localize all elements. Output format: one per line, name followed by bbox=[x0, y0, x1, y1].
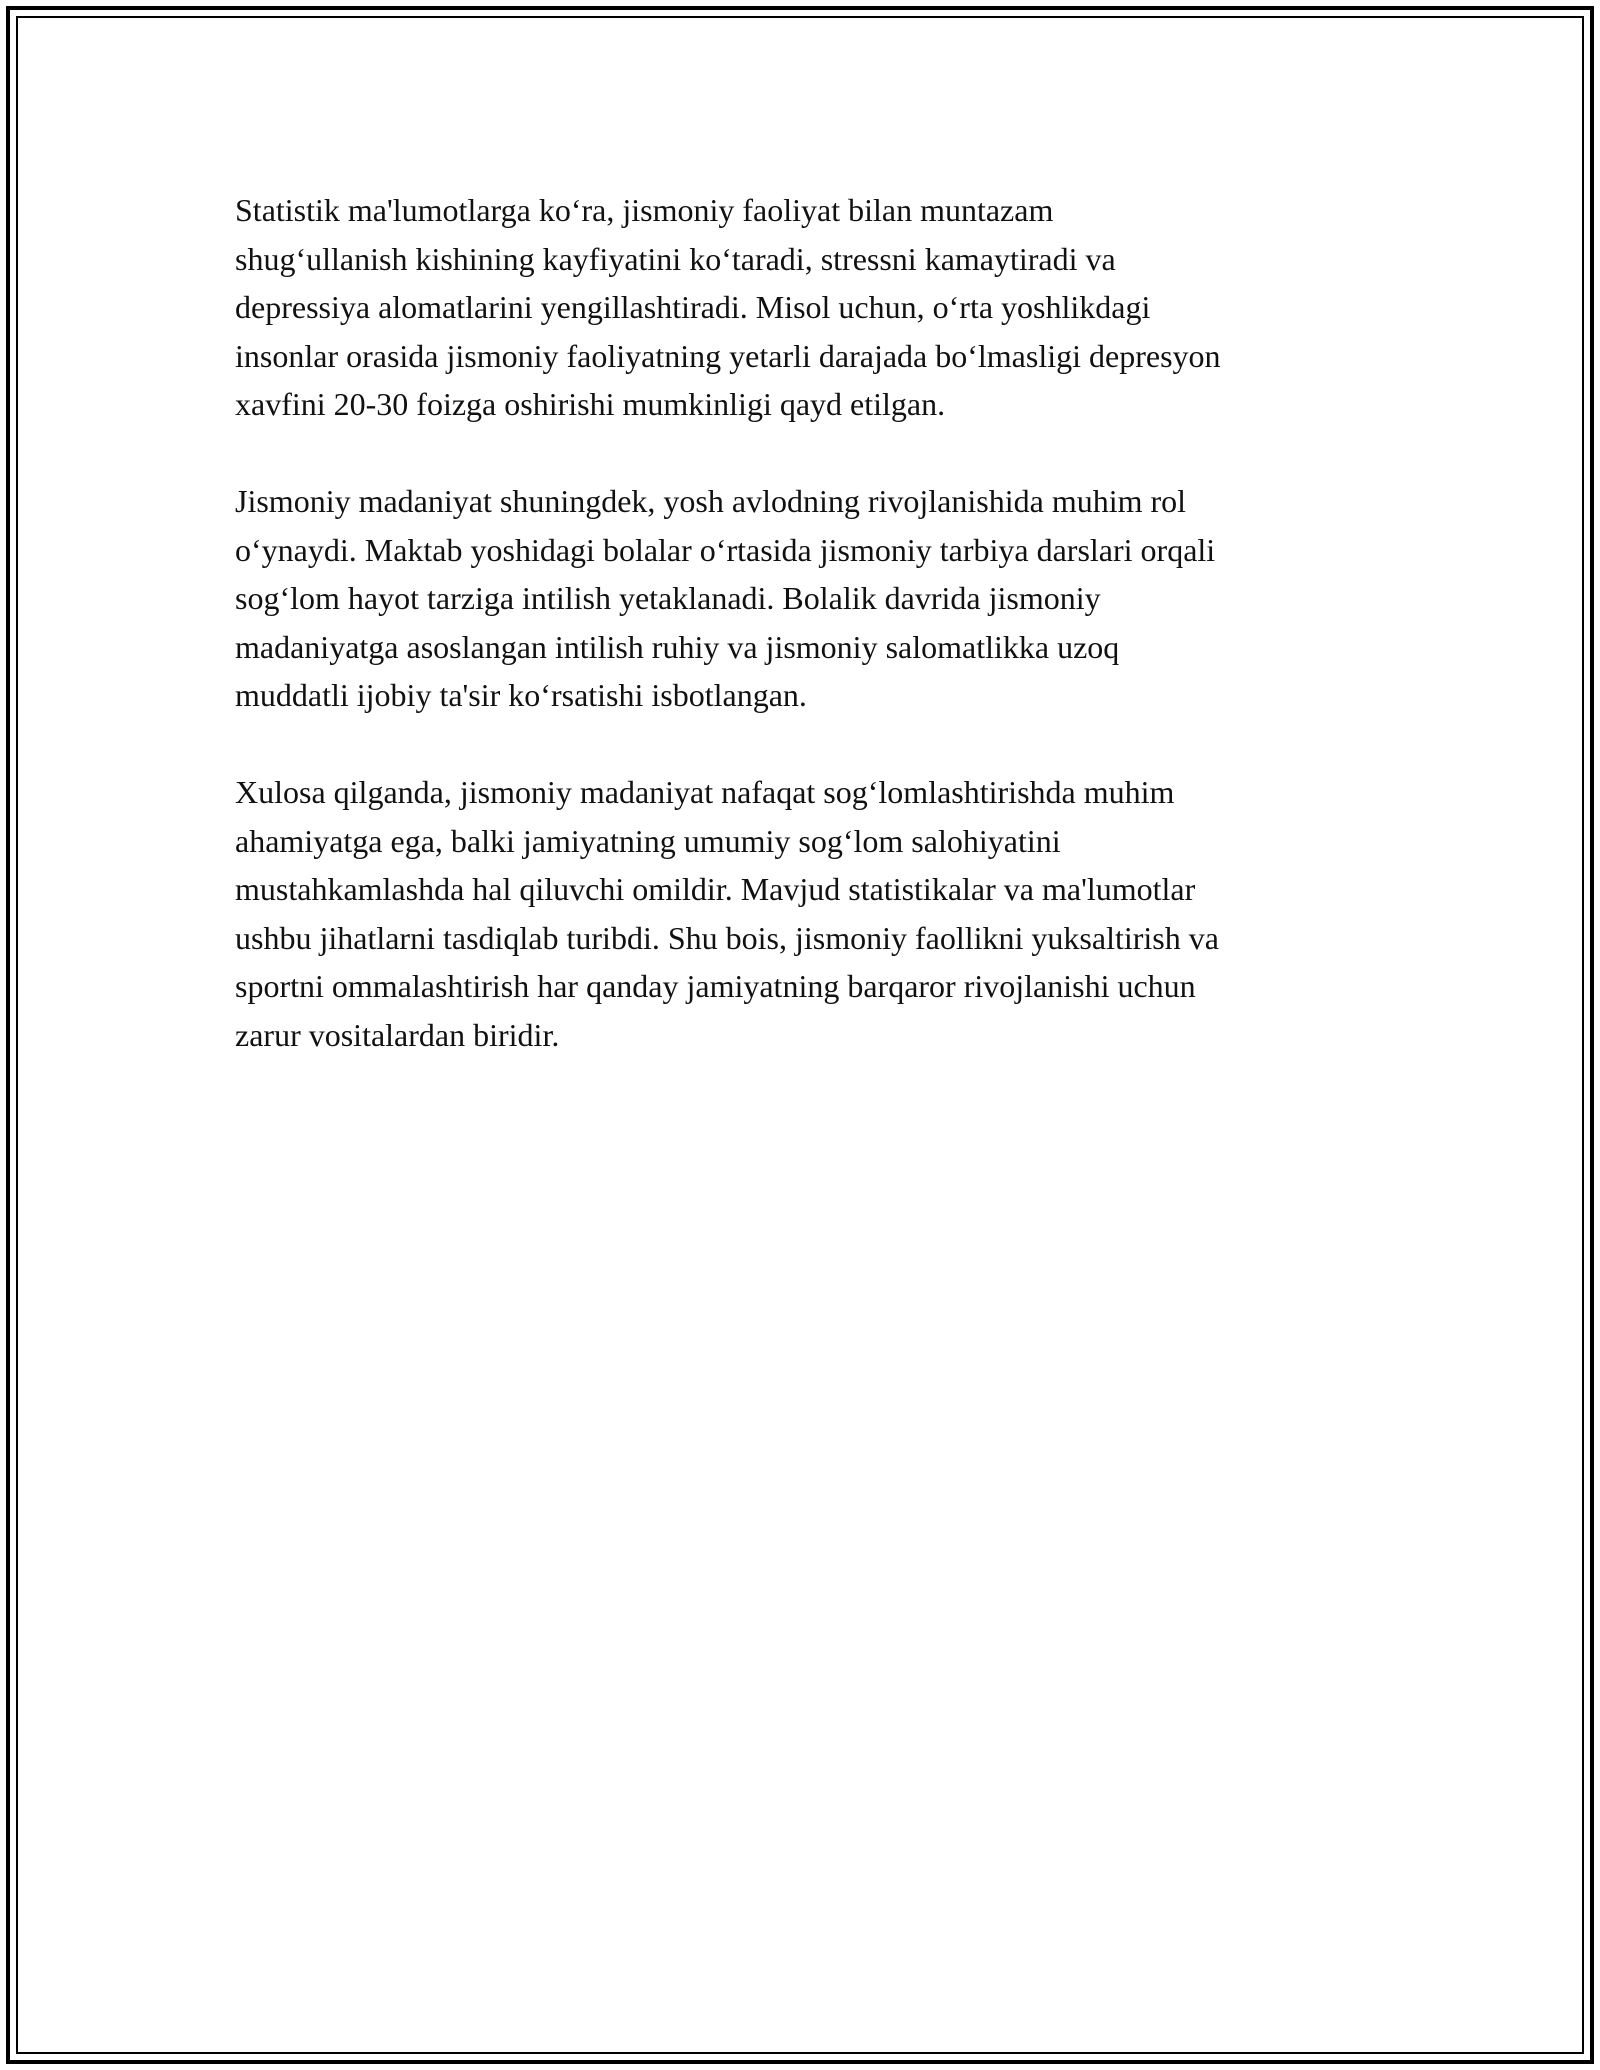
document-body bbox=[235, 186, 1385, 1108]
paragraph-youth-development: Jismoniy madaniyat shuningdek, yosh avlodning rivojlanishida muhim rol o‘ynaydi. Maktab yoshidagi bolalar o‘rtasida jismoniy tarbiya darslari orqali sog‘lom hayot tarziga intilish yetaklanadi. Bolalik davrida jismoniy madaniyatga asoslangan intilish ruhiy va jismoniy salomatlikka uzoq muddatli ijobiy ta'sir ko‘rsatishi isbotlangan. bbox=[235, 483, 1216, 713]
paragraph-statistics: Statistik ma'lumotlarga ko‘ra, jismoniy faoliyat bilan muntazam shug‘ullanish kishining kayfiyatini ko‘taradi, stressni kamaytiradi va depressiya alomatlarini yengillashtiradi. Misol uchun, o‘rta yoshlikdagi insonlar orasida jismoniy faoliyatning yetarli darajada bo‘lmasligi depresyon xavfini 20-30 foizga oshirishi mumkinligi qayd etilgan. bbox=[235, 192, 1221, 422]
paragraph-conclusion: Xulosa qilganda, jismoniy madaniyat nafaqat sog‘lomlashtirishda muhim ahamiyatga ega, balki jamiyatning umumiy sog‘lom salohiyatini mustahkamlashda hal qiluvchi omildir. Mavjud statistikalar va ma'lumotlar ushbu jihatlarni tasdiqlab turibdi. Shu bois, jismoniy faollikni yuksaltirish va sportni ommalashtirish har qanday jamiyatning barqaror rivojlanishi uchun zarur vositalardan biridir. bbox=[235, 774, 1219, 1053]
